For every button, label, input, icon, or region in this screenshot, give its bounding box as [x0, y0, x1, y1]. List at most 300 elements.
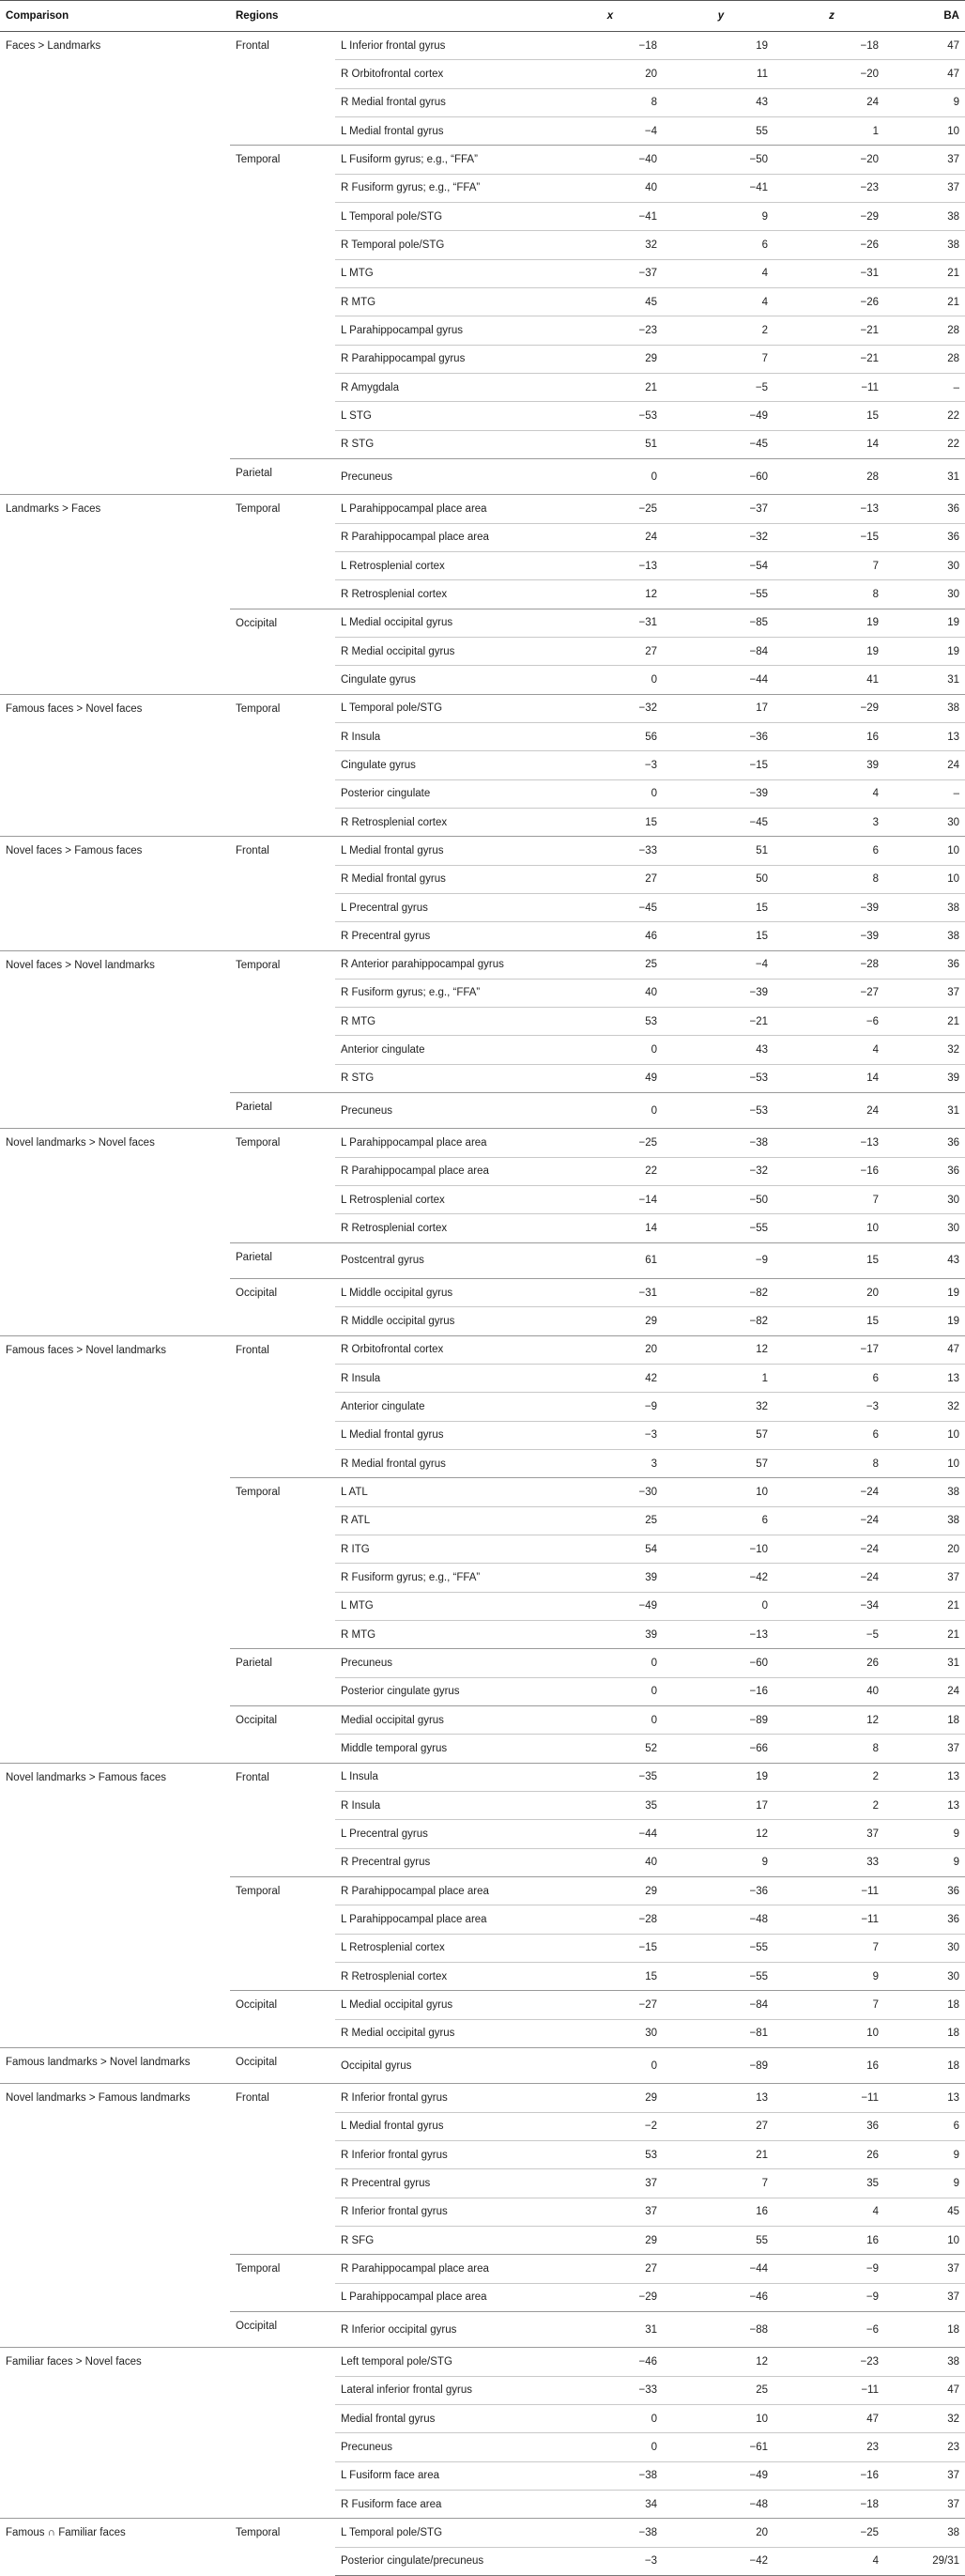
y-cell: −45 — [668, 808, 779, 836]
y-cell: −15 — [668, 751, 779, 779]
region-cell: Temporal — [230, 495, 335, 609]
ba-cell: 31 — [890, 1093, 965, 1129]
y-cell: 51 — [668, 837, 779, 865]
z-cell: −3 — [779, 1393, 890, 1421]
structure-cell: R Temporal pole/STG — [335, 231, 558, 259]
structure-cell: R MTG — [335, 287, 558, 316]
y-cell: 43 — [668, 1036, 779, 1064]
z-cell: 28 — [779, 458, 890, 494]
y-cell: 50 — [668, 865, 779, 893]
structure-cell: R MTG — [335, 1621, 558, 1649]
structure-cell: R Insula — [335, 722, 558, 750]
z-cell: 16 — [779, 722, 890, 750]
ba-cell: 13 — [890, 2084, 965, 2112]
x-cell: 27 — [558, 865, 668, 893]
structure-cell: Postcentral gyrus — [335, 1242, 558, 1278]
ba-cell: 38 — [890, 694, 965, 722]
x-cell: 0 — [558, 458, 668, 494]
region-cell: Occipital — [230, 2311, 335, 2347]
z-cell: 4 — [779, 2198, 890, 2226]
x-cell: 27 — [558, 637, 668, 665]
x-cell: 53 — [558, 2140, 668, 2168]
ba-cell: 21 — [890, 287, 965, 316]
x-cell: −3 — [558, 751, 668, 779]
z-cell: 41 — [779, 666, 890, 694]
z-cell: −11 — [779, 2084, 890, 2112]
structure-cell: R Inferior occipital gyrus — [335, 2311, 558, 2347]
structure-cell: L Parahippocampal gyrus — [335, 316, 558, 345]
x-cell: −45 — [558, 893, 668, 921]
region-cell: Occipital — [230, 2047, 335, 2083]
x-cell: −18 — [558, 32, 668, 60]
y-cell: 17 — [668, 1792, 779, 1820]
y-cell: 11 — [668, 60, 779, 88]
structure-cell: R Retrosplenial cortex — [335, 1962, 558, 1990]
z-cell: 6 — [779, 1421, 890, 1449]
structure-cell: R Medial occipital gyrus — [335, 637, 558, 665]
structure-cell: Occipital gyrus — [335, 2047, 558, 2083]
y-cell: 20 — [668, 2519, 779, 2547]
z-cell: 36 — [779, 2112, 890, 2140]
z-cell: −15 — [779, 523, 890, 551]
ba-cell: 9 — [890, 1820, 965, 1848]
structure-cell: R Medial frontal gyrus — [335, 88, 558, 116]
z-cell: −24 — [779, 1564, 890, 1592]
structure-cell: Medial frontal gyrus — [335, 2404, 558, 2432]
structure-cell: L Medial frontal gyrus — [335, 837, 558, 865]
z-cell: 7 — [779, 1186, 890, 1214]
y-cell: 7 — [668, 2169, 779, 2198]
x-cell: −28 — [558, 1905, 668, 1934]
y-cell: 57 — [668, 1421, 779, 1449]
comparison-cell: Famous landmarks > Novel landmarks — [0, 2047, 230, 2083]
structure-cell: R Insula — [335, 1792, 558, 1820]
y-cell: 4 — [668, 259, 779, 287]
ba-cell: 38 — [890, 2348, 965, 2376]
z-cell: −28 — [779, 950, 890, 979]
x-cell: 61 — [558, 1242, 668, 1278]
region-cell: Parietal — [230, 1649, 335, 1706]
structure-cell: R ITG — [335, 1535, 558, 1564]
z-cell: −27 — [779, 979, 890, 1007]
ba-cell: 47 — [890, 1335, 965, 1364]
z-cell: 4 — [779, 2547, 890, 2575]
y-cell: 15 — [668, 922, 779, 950]
ba-cell: 37 — [890, 146, 965, 174]
z-cell: −13 — [779, 495, 890, 523]
y-cell: −44 — [668, 666, 779, 694]
x-cell: 30 — [558, 2019, 668, 2047]
region-cell: Frontal — [230, 837, 335, 950]
ba-cell: 10 — [890, 2226, 965, 2254]
z-cell: 15 — [779, 402, 890, 430]
region-cell: Frontal — [230, 2084, 335, 2255]
structure-cell: Anterior cingulate — [335, 1393, 558, 1421]
ba-cell: 38 — [890, 893, 965, 921]
x-cell: 51 — [558, 430, 668, 458]
y-cell: −89 — [668, 1706, 779, 1735]
x-cell: 0 — [558, 1706, 668, 1735]
y-cell: −32 — [668, 523, 779, 551]
x-cell: −25 — [558, 495, 668, 523]
ba-cell: 19 — [890, 609, 965, 637]
ba-cell: 10 — [890, 1421, 965, 1449]
x-cell: −15 — [558, 1934, 668, 1962]
y-cell: 15 — [668, 893, 779, 921]
region-cell: Temporal — [230, 2519, 335, 2576]
z-cell: −9 — [779, 2255, 890, 2283]
structure-cell: Left temporal pole/STG — [335, 2348, 558, 2376]
structure-cell: R STG — [335, 1064, 558, 1092]
x-cell: 0 — [558, 1649, 668, 1677]
region-cell: Occipital — [230, 1991, 335, 2048]
ba-cell: 22 — [890, 402, 965, 430]
x-cell: −31 — [558, 609, 668, 637]
ba-cell: – — [890, 373, 965, 401]
ba-cell: 21 — [890, 1008, 965, 1036]
y-cell: −5 — [668, 373, 779, 401]
z-cell: −9 — [779, 2283, 890, 2311]
y-cell: 55 — [668, 2226, 779, 2254]
x-cell: −44 — [558, 1820, 668, 1848]
ba-cell: 10 — [890, 837, 965, 865]
z-cell: 26 — [779, 2140, 890, 2168]
x-cell: −23 — [558, 316, 668, 345]
x-cell: −33 — [558, 2376, 668, 2404]
ba-cell: 36 — [890, 950, 965, 979]
structure-cell: L Fusiform gyrus; e.g., “FFA” — [335, 146, 558, 174]
z-cell: 15 — [779, 1242, 890, 1278]
ba-cell: 13 — [890, 1365, 965, 1393]
table-row — [0, 1763, 965, 1791]
structure-cell: R Precentral gyrus — [335, 1848, 558, 1876]
x-cell: 40 — [558, 979, 668, 1007]
y-cell: −38 — [668, 1129, 779, 1157]
y-cell: 6 — [668, 231, 779, 259]
ba-cell: 43 — [890, 1242, 965, 1278]
ba-cell: 18 — [890, 1706, 965, 1735]
structure-cell: R Retrosplenial cortex — [335, 580, 558, 609]
x-cell: 0 — [558, 1036, 668, 1064]
structure-cell: L Temporal pole/STG — [335, 694, 558, 722]
y-cell: −82 — [668, 1307, 779, 1335]
y-cell: −21 — [668, 1008, 779, 1036]
x-cell: 20 — [558, 60, 668, 88]
z-cell: 12 — [779, 1706, 890, 1735]
x-cell: 31 — [558, 2311, 668, 2347]
z-cell: −25 — [779, 2519, 890, 2547]
comparison-cell: Novel landmarks > Famous faces — [0, 1763, 230, 2047]
header-ba: BA — [890, 1, 965, 32]
ba-cell: 36 — [890, 1905, 965, 1934]
table-row — [0, 2084, 965, 2112]
ba-cell: 30 — [890, 580, 965, 609]
y-cell: −85 — [668, 609, 779, 637]
y-cell: 12 — [668, 1820, 779, 1848]
ba-cell: 38 — [890, 202, 965, 230]
z-cell: 39 — [779, 751, 890, 779]
header-x: x — [558, 1, 668, 32]
z-cell: 37 — [779, 1820, 890, 1848]
y-cell: 17 — [668, 694, 779, 722]
structure-cell: R Parahippocampal place area — [335, 2255, 558, 2283]
x-cell: 8 — [558, 88, 668, 116]
ba-cell: 32 — [890, 2404, 965, 2432]
y-cell: −55 — [668, 580, 779, 609]
x-cell: −37 — [558, 259, 668, 287]
x-cell: 3 — [558, 1450, 668, 1478]
comparison-cell: Faces > Landmarks — [0, 32, 230, 495]
structure-cell: L Middle occipital gyrus — [335, 1279, 558, 1307]
x-cell: 0 — [558, 2047, 668, 2083]
region-cell: Temporal — [230, 1877, 335, 1991]
y-cell: −61 — [668, 2433, 779, 2461]
structure-cell: L Temporal pole/STG — [335, 2519, 558, 2547]
structure-cell: Posterior cingulate — [335, 779, 558, 808]
structure-cell: Medial occipital gyrus — [335, 1706, 558, 1735]
comparison-cell: Famous faces > Novel landmarks — [0, 1335, 230, 1763]
z-cell: −6 — [779, 1008, 890, 1036]
table-row — [0, 32, 965, 60]
z-cell: 9 — [779, 1962, 890, 1990]
region-cell: Frontal — [230, 1763, 335, 1876]
structure-cell: L ATL — [335, 1478, 558, 1506]
z-cell: −39 — [779, 893, 890, 921]
z-cell: −23 — [779, 174, 890, 202]
z-cell: −17 — [779, 1335, 890, 1364]
x-cell: −3 — [558, 1421, 668, 1449]
structure-cell: R Inferior frontal gyrus — [335, 2140, 558, 2168]
structure-cell: Precuneus — [335, 2433, 558, 2461]
ba-cell: 19 — [890, 637, 965, 665]
structure-cell: R Parahippocampal place area — [335, 1157, 558, 1185]
structure-cell: R Inferior frontal gyrus — [335, 2084, 558, 2112]
x-cell: −46 — [558, 2348, 668, 2376]
x-cell: −30 — [558, 1478, 668, 1506]
z-cell: 19 — [779, 637, 890, 665]
x-cell: 34 — [558, 2490, 668, 2518]
z-cell: 2 — [779, 1763, 890, 1791]
y-cell: 9 — [668, 1848, 779, 1876]
structure-cell: L Insula — [335, 1763, 558, 1791]
structure-cell: R STG — [335, 430, 558, 458]
table-row — [0, 1335, 965, 1364]
y-cell: −88 — [668, 2311, 779, 2347]
x-cell: 37 — [558, 2198, 668, 2226]
region-cell: Temporal — [230, 950, 335, 1093]
x-cell: 52 — [558, 1735, 668, 1763]
z-cell: 7 — [779, 1934, 890, 1962]
y-cell: −66 — [668, 1735, 779, 1763]
x-cell: −32 — [558, 694, 668, 722]
ba-cell: 37 — [890, 174, 965, 202]
y-cell: −32 — [668, 1157, 779, 1185]
ba-cell: 19 — [890, 1279, 965, 1307]
header-z: z — [779, 1, 890, 32]
structure-cell: R ATL — [335, 1506, 558, 1535]
structure-cell: L MTG — [335, 1592, 558, 1620]
x-cell: −14 — [558, 1186, 668, 1214]
structure-cell: R Medial occipital gyrus — [335, 2019, 558, 2047]
z-cell: −24 — [779, 1506, 890, 1535]
z-cell: −26 — [779, 231, 890, 259]
ba-cell: 36 — [890, 523, 965, 551]
x-cell: 0 — [558, 2404, 668, 2432]
table-row — [0, 2519, 965, 2547]
ba-cell: 22 — [890, 430, 965, 458]
z-cell: −16 — [779, 2461, 890, 2490]
z-cell: −16 — [779, 1157, 890, 1185]
x-cell: −40 — [558, 146, 668, 174]
ba-cell: 36 — [890, 1157, 965, 1185]
structure-cell: R Medial frontal gyrus — [335, 865, 558, 893]
comparison-cell: Famous faces > Novel faces — [0, 694, 230, 837]
x-cell: 46 — [558, 922, 668, 950]
x-cell: 29 — [558, 2226, 668, 2254]
y-cell: 12 — [668, 2348, 779, 2376]
structure-cell: R Middle occipital gyrus — [335, 1307, 558, 1335]
x-cell: 56 — [558, 722, 668, 750]
x-cell: 32 — [558, 231, 668, 259]
ba-cell: 19 — [890, 1307, 965, 1335]
region-cell: Parietal — [230, 1242, 335, 1278]
table-row — [0, 950, 965, 979]
comparison-cell: Familiar faces > Novel faces — [0, 2348, 230, 2519]
x-cell: 40 — [558, 1848, 668, 1876]
x-cell: −41 — [558, 202, 668, 230]
x-cell: 15 — [558, 1962, 668, 1990]
z-cell: −18 — [779, 32, 890, 60]
y-cell: −9 — [668, 1242, 779, 1278]
structure-cell: R Parahippocampal place area — [335, 1877, 558, 1905]
y-cell: −37 — [668, 495, 779, 523]
structure-cell: R Fusiform gyrus; e.g., “FFA” — [335, 1564, 558, 1592]
y-cell: 19 — [668, 32, 779, 60]
ba-cell: 37 — [890, 2461, 965, 2490]
y-cell: 9 — [668, 202, 779, 230]
structure-cell: L Temporal pole/STG — [335, 202, 558, 230]
z-cell: −11 — [779, 1877, 890, 1905]
ba-cell: 30 — [890, 808, 965, 836]
z-cell: −11 — [779, 1905, 890, 1934]
ba-cell: 28 — [890, 345, 965, 373]
z-cell: −21 — [779, 345, 890, 373]
z-cell: −6 — [779, 2311, 890, 2347]
ba-cell: 38 — [890, 2519, 965, 2547]
x-cell: 35 — [558, 1792, 668, 1820]
comparison-cell: Novel faces > Famous faces — [0, 837, 230, 950]
structure-cell: Precuneus — [335, 1093, 558, 1129]
y-cell: −53 — [668, 1093, 779, 1129]
y-cell: −89 — [668, 2047, 779, 2083]
x-cell: 42 — [558, 1365, 668, 1393]
y-cell: −55 — [668, 1934, 779, 1962]
x-cell: 15 — [558, 808, 668, 836]
x-cell: 39 — [558, 1564, 668, 1592]
x-cell: 0 — [558, 1677, 668, 1705]
structure-cell: R Fusiform face area — [335, 2490, 558, 2518]
ba-cell: 38 — [890, 1478, 965, 1506]
y-cell: −10 — [668, 1535, 779, 1564]
y-cell: 55 — [668, 116, 779, 145]
header-regions: Regions — [230, 1, 335, 32]
y-cell: 25 — [668, 2376, 779, 2404]
structure-cell: L Parahippocampal place area — [335, 1129, 558, 1157]
z-cell: 2 — [779, 1792, 890, 1820]
y-cell: 19 — [668, 1763, 779, 1791]
ba-cell: 18 — [890, 2019, 965, 2047]
z-cell: −29 — [779, 202, 890, 230]
ba-cell: 47 — [890, 2376, 965, 2404]
ba-cell: – — [890, 779, 965, 808]
y-cell: −45 — [668, 430, 779, 458]
table-header-row — [0, 1, 965, 32]
structure-cell: R Fusiform gyrus; e.g., “FFA” — [335, 174, 558, 202]
x-cell: 29 — [558, 2084, 668, 2112]
z-cell: 4 — [779, 1036, 890, 1064]
x-cell: −25 — [558, 1129, 668, 1157]
region-cell: Temporal — [230, 694, 335, 837]
region-cell — [230, 2348, 335, 2519]
header-y: y — [668, 1, 779, 32]
ba-cell: 9 — [890, 2169, 965, 2198]
x-cell: −9 — [558, 1393, 668, 1421]
x-cell: 12 — [558, 580, 668, 609]
y-cell: −42 — [668, 2547, 779, 2575]
y-cell: 1 — [668, 1365, 779, 1393]
z-cell: −24 — [779, 1478, 890, 1506]
structure-cell: R Medial frontal gyrus — [335, 1450, 558, 1478]
ba-cell: 9 — [890, 88, 965, 116]
y-cell: −44 — [668, 2255, 779, 2283]
x-cell: 0 — [558, 1093, 668, 1129]
x-cell: 29 — [558, 1307, 668, 1335]
structure-cell: R Parahippocampal place area — [335, 523, 558, 551]
ba-cell: 28 — [890, 316, 965, 345]
y-cell: −53 — [668, 1064, 779, 1092]
ba-cell: 10 — [890, 865, 965, 893]
y-cell: 32 — [668, 1393, 779, 1421]
x-cell: 27 — [558, 2255, 668, 2283]
ba-cell: 36 — [890, 1129, 965, 1157]
region-cell: Frontal — [230, 1335, 335, 1478]
x-cell: −4 — [558, 116, 668, 145]
z-cell: 6 — [779, 837, 890, 865]
z-cell: 16 — [779, 2226, 890, 2254]
y-cell: 21 — [668, 2140, 779, 2168]
region-cell: Frontal — [230, 32, 335, 146]
x-cell: −38 — [558, 2461, 668, 2490]
ba-cell: 31 — [890, 1649, 965, 1677]
z-cell: −11 — [779, 2376, 890, 2404]
z-cell: 23 — [779, 2433, 890, 2461]
y-cell: −39 — [668, 779, 779, 808]
ba-cell: 37 — [890, 1564, 965, 1592]
ba-cell: 38 — [890, 231, 965, 259]
ba-cell: 36 — [890, 495, 965, 523]
structure-cell: L Precentral gyrus — [335, 1820, 558, 1848]
x-cell: 39 — [558, 1621, 668, 1649]
ba-cell: 37 — [890, 979, 965, 1007]
z-cell: 7 — [779, 551, 890, 579]
x-cell: −29 — [558, 2283, 668, 2311]
z-cell: 7 — [779, 1991, 890, 2019]
ba-cell: 23 — [890, 2433, 965, 2461]
x-cell: −49 — [558, 1592, 668, 1620]
z-cell: 35 — [779, 2169, 890, 2198]
y-cell: −81 — [668, 2019, 779, 2047]
z-cell: 19 — [779, 609, 890, 637]
